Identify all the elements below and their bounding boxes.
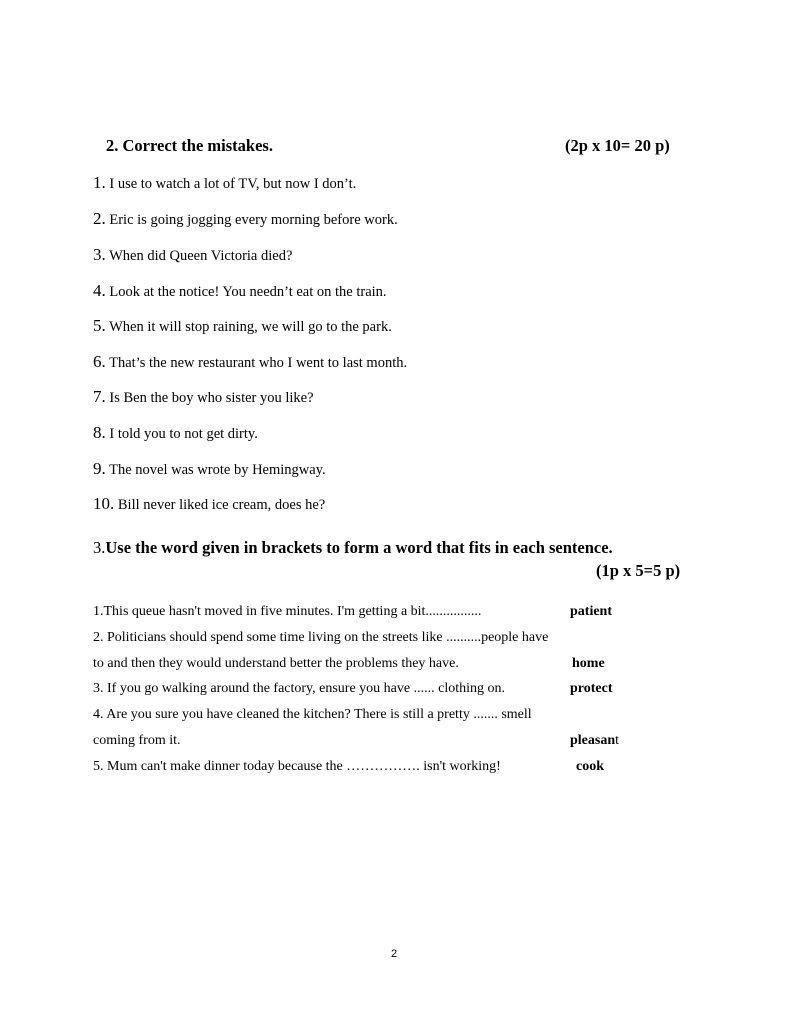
item-text: When it will stop raining, we will go to the park. [109, 319, 392, 335]
item-number: 5. [93, 316, 106, 335]
list-item [93, 281, 387, 301]
given-word [572, 656, 605, 672]
given-word [570, 733, 619, 749]
item-number: 2. [93, 209, 106, 228]
sentence-line: 5. Mum can't make dinner today because the ……………. isn't working! [93, 759, 501, 774]
list-item [93, 387, 314, 407]
item-text: Is Ben the boy who sister you like? [109, 390, 314, 406]
given-word [570, 681, 613, 697]
section-2-title: 2. Correct the mistakes. [106, 136, 273, 155]
section-3-number: 3. [93, 538, 106, 557]
sentence-line: coming from it. [93, 733, 181, 748]
item-text: I told you to not get dirty. [109, 426, 258, 442]
given-word-bold: pleasan [570, 733, 616, 748]
sentence-line: to and then they would understand better the problems they have. [93, 656, 459, 671]
section-3-instruction: Use the word given in brackets to form a word that fits in each sentence. [105, 538, 613, 557]
item-number: 1. [93, 173, 106, 192]
item-number: 9. [93, 459, 106, 478]
sentence-line: 2. Politicians should spend some time living on the streets like ..........people have [93, 630, 549, 645]
list-item [93, 352, 407, 372]
section-3-points: (1p x 5=5 p) [596, 561, 681, 580]
item-number: 3. [93, 245, 106, 264]
item-number: 7. [93, 387, 106, 406]
given-word-bold: cook [576, 759, 604, 774]
list-item [93, 423, 258, 443]
given-word-bold: patient [570, 604, 612, 619]
list-item [93, 316, 392, 336]
given-word-suffix: t [615, 733, 620, 748]
list-item [93, 459, 326, 479]
item-text: When did Queen Victoria died? [109, 248, 293, 264]
sentence-line: 1.This queue hasn't moved in five minutes. I'm getting a bit................ [93, 604, 482, 619]
sentence-line: 4. Are you sure you have cleaned the kitchen? There is still a pretty ....... smell [93, 707, 532, 722]
item-text: That’s the new restaurant who I went to last month. [109, 355, 408, 371]
item-text: Bill never liked ice cream, does he? [117, 497, 326, 513]
given-word [570, 604, 612, 620]
list-item [93, 245, 292, 265]
section-2-points: (2p x 10= 20 p) [565, 136, 670, 155]
item-number: 6. [93, 352, 106, 371]
section-3-title [93, 538, 613, 558]
item-number: 4. [93, 281, 106, 300]
item-text: Eric is going jogging every morning before work. [109, 212, 398, 228]
item-text: Look at the notice! You needn’t eat on the train. [109, 284, 387, 300]
given-word-bold: protect [570, 681, 613, 696]
sentence-line: 3. If you go walking around the factory, ensure you have ...... clothing on. [93, 681, 505, 696]
item-number: 10. [93, 494, 115, 513]
item-text: I use to watch a lot of TV, but now I don’t. [109, 176, 357, 192]
list-item [93, 494, 325, 514]
list-item [93, 173, 356, 193]
given-word [576, 759, 604, 775]
list-item [93, 209, 398, 229]
item-text: The novel was wrote by Hemingway. [109, 462, 326, 478]
given-word-bold: home [572, 656, 605, 671]
page-number: 2 [391, 948, 398, 960]
item-number: 8. [93, 423, 106, 442]
